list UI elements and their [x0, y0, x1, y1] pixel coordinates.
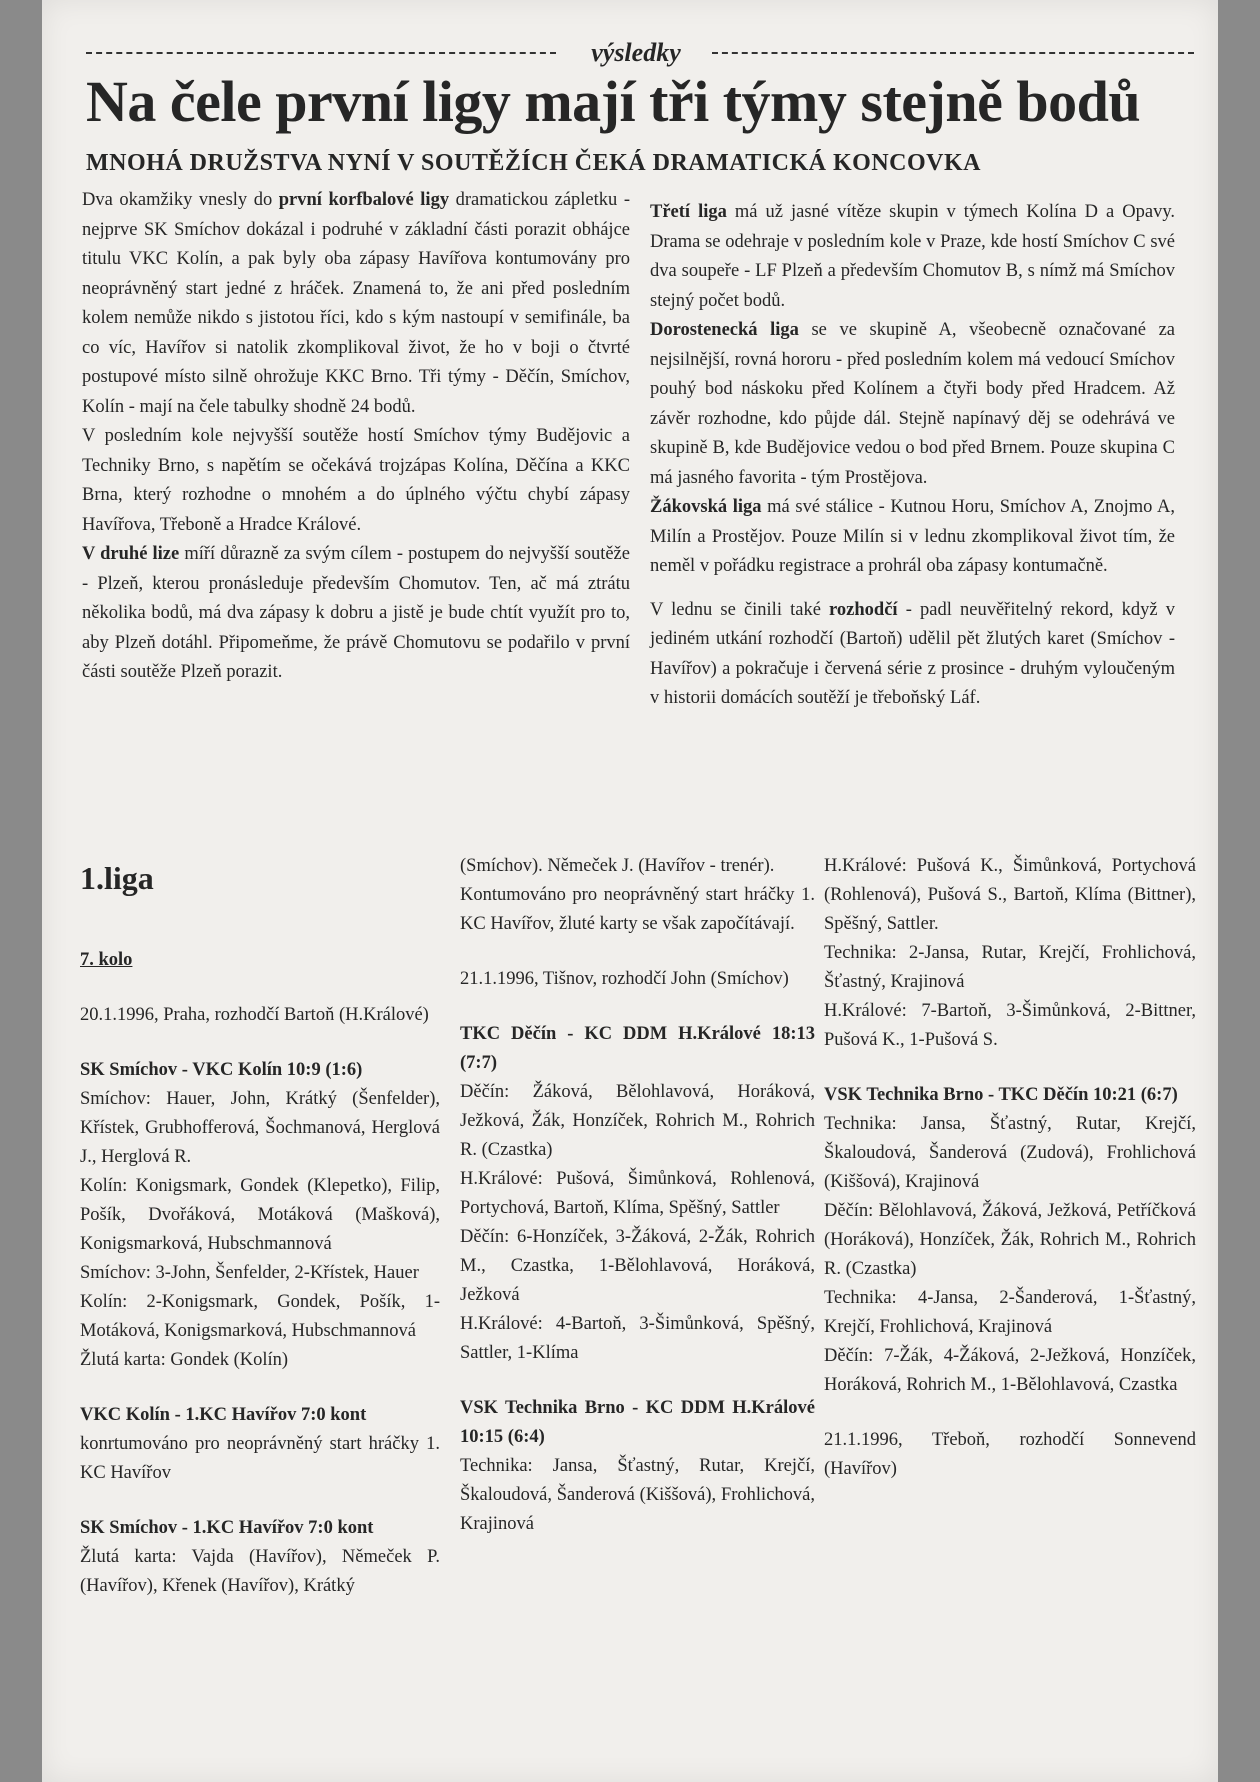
- text-run: má své stálice - Kutnou Horu, Smíchov A, Znojmo A, Milín a Prostějov. Pouze Milín si v lednu zkomplikoval život tím, že neměl v pořádku registrace a prohrál oba zápasy kontumačně.: [650, 497, 1175, 576]
- lineup-line: H.Králové: Pušová K., Šimůnková, Portychová (Rohlenová), Pušová S., Bartoň, Klíma (Bittner), Spěšný, Sattler.: [824, 856, 1196, 934]
- lineup-line: Technika: Jansa, Šťastný, Rutar, Krejčí, Škaloudová, Šanderová (Zudová), Frohlichová (Kiššová), Krajinová: [824, 1114, 1196, 1192]
- lineup-line: Děčín: Žáková, Bělohlavová, Horáková, Ježková, Žák, Honzíček, Rohrich M., Rohrich R. (Czastka): [460, 1082, 815, 1160]
- lineup-line: Děčín: Bělohlavová, Žáková, Ježková, Petříčková (Horáková), Honzíček, Žák, Rohrich M., Rohrich R. (Czastka): [824, 1201, 1196, 1279]
- lineup-line: Technika: Jansa, Šťastný, Rutar, Krejčí, Škaloudová, Šanderová (Kiššová), Frohlichová, Krajinová: [460, 1456, 815, 1534]
- scorers-line: Kolín: 2-Konigsmark, Gondek, Pošík, 1-Motáková, Konigsmarková, Hubschmannová: [80, 1292, 440, 1341]
- match-date: 20.1.1996, Praha, rozhodčí Bartoň (H.Králové): [80, 1005, 429, 1025]
- note-line: konrtumováno pro neoprávněný start hráčky 1. KC Havířov: [80, 1434, 440, 1483]
- match-title: TKC Děčín - KC DDM H.Králové 18:13 (7:7): [460, 1024, 815, 1073]
- dashed-rule-right: [712, 52, 1194, 54]
- intro-column-left: [82, 186, 630, 688]
- intro-paragraph: [650, 316, 1175, 493]
- intro-paragraph: [82, 186, 630, 422]
- scorers-line: H.Králové: 7-Bartoň, 3-Šimůnková, 2-Bittner, Pušová K., 1-Pušová S.: [824, 1001, 1196, 1050]
- card-line: (Smíchov). Němeček J. (Havířov - trenér).: [460, 856, 775, 876]
- note-line: Kontumováno pro neoprávněný start hráčky 1. KC Havířov, žluté karty se však započítávají.: [460, 885, 815, 934]
- match-title: SK Smíchov - VKC Kolín 10:9 (1:6): [80, 1060, 363, 1080]
- intro-paragraph: [82, 540, 630, 688]
- results-column-left: [80, 924, 440, 1601]
- scorers-line: Technika: 4-Jansa, 2-Šanderová, 1-Šťastný, Krejčí, Frohlichová, Krajinová: [824, 1288, 1196, 1337]
- intro-paragraph: [650, 596, 1175, 714]
- scorers-line: Smíchov: 3-John, Šenfelder, 2-Křístek, Hauer: [80, 1263, 419, 1283]
- lead-term: Třetí liga: [650, 202, 727, 222]
- match-title: VSK Technika Brno - TKC Děčín 10:21 (6:7): [824, 1085, 1178, 1105]
- subheadline: MNOHÁ DRUŽSTVA NYNÍ V SOUTĚŽÍCH ČEKÁ DRAMATICKÁ KONCOVKA: [86, 150, 981, 176]
- headline: Na čele první ligy mají tři týmy stejně bodů: [86, 69, 1141, 134]
- card-line: Žlutá karta: Vajda (Havířov), Němeček P. (Havířov), Křenek (Havířov), Krátký: [80, 1547, 440, 1596]
- league-title: 1.liga: [80, 860, 154, 896]
- text-run: V lednu se činili také: [650, 599, 830, 620]
- match-date: 21.1.1996, Tišnov, rozhodčí John (Smíchov): [460, 969, 789, 989]
- match-title: VKC Kolín - 1.KC Havířov 7:0 kont: [80, 1405, 367, 1425]
- lead-term: rozhodčí: [829, 599, 898, 620]
- match-title: SK Smíchov - 1.KC Havířov 7:0 kont: [80, 1518, 374, 1538]
- dashed-rule-left: [86, 52, 556, 54]
- newspaper-page: [42, 0, 1218, 1782]
- results-column-middle: [460, 852, 815, 1539]
- text-run: má už jasné vítěze skupin v týmech Kolína D a Opavy. Drama se odehraje v posledním kole v Praze, kde hostí Smíchov C své dva soupeře - LF Plzeň a především Chomutov B, s nímž má Smíchov stejný počet bodů.: [650, 202, 1175, 311]
- lead-term: Žákovská liga: [650, 497, 762, 517]
- results-column-right: [824, 852, 1196, 1484]
- section-header: [86, 38, 1194, 68]
- scorers-line: Děčín: 7-Žák, 4-Žáková, 2-Ježková, Honzíček, Horáková, Rohrich M., 1-Bělohlavová, Czastka: [824, 1346, 1196, 1395]
- lead-term: Dorostenecká liga: [650, 320, 799, 340]
- scorers-line: Děčín: 6-Honzíček, 3-Žáková, 2-Žák, Rohrich M., Czastka, 1-Bělohlavová, Horáková, Ježková: [460, 1227, 815, 1305]
- scorers-line: Technika: 2-Jansa, Rutar, Krejčí, Frohlichová, Šťastný, Krajinová: [824, 943, 1196, 992]
- text-run: - padl neuvěřitelný rekord, když v jediném utkání rozhodčí (Bartoň) udělil pět žlutých karet (Smíchov - Havířov) a pokračuje i červená série z prosince - druhým vyloučeným v historii domácích soutěží je třeboňský Láf.: [650, 599, 1175, 708]
- lineup-line: Smíchov: Hauer, John, Krátký (Šenfelder), Křístek, Grubhofferová, Šochmanová, Herglová J., Herglová R.: [80, 1089, 440, 1167]
- card-line: Žlutá karta: Gondek (Kolín): [80, 1350, 289, 1370]
- lineup-line: Kolín: Konigsmark, Gondek (Klepetko), Filip, Pošík, Dvořáková, Motáková (Mašková), Konigsmarková, Hubschmannová: [80, 1176, 440, 1254]
- scorers-line: H.Králové: 4-Bartoň, 3-Šimůnková, Spěšný, Sattler, 1-Klíma: [460, 1314, 815, 1363]
- text-run: dramatickou zápletku - nejprve SK Smíchov dokázal i podruhé v základní části porazit obhájce titulu VKC Kolín, a pak byly oba zápasy Havířova kontumovány pro neoprávněný start jedné z hráček. Znamená to, že ani před posledním kolem nemůže nikdo s jistotou říci, kdo s kým nastoupí v semifinále, ba co víc, Havířov si natolik zkomplikoval život, že ho v boji o čtvrté postupové místo silně ohrožuje KKC Brno. Tři týmy - Děčín, Smíchov, Kolín - mají na čele tabulky shodně 24 bodů.: [82, 190, 630, 417]
- match-date: 21.1.1996, Třeboň, rozhodčí Sonnevend (Havířov): [824, 1430, 1196, 1479]
- intro-column-right: [650, 198, 1175, 714]
- lead-term: V druhé lize: [82, 544, 180, 564]
- intro-paragraph: V posledním kole nejvyšší soutěže hostí Smíchov týmy Budějovic a Techniky Brno, s napětím se očekává trojzápas Kolína, Děčína a KKC Brna, který rozhodne o mnohém a do úplného výčtu chybí zápasy Havířova, Třeboně a Hradce Králové.: [82, 426, 630, 535]
- text-run: Dva okamžiky vnesly do: [82, 190, 279, 210]
- lineup-line: H.Králové: Pušová, Šimůnková, Rohlenová, Portychová, Bartoň, Klíma, Spěšný, Sattler: [460, 1169, 815, 1218]
- intro-paragraph: [650, 493, 1175, 582]
- text-run: míří důrazně za svým cílem - postupem do nejvyšší soutěže - Plzeň, kterou pronásleduje především Chomutov. Ten, ač má ztrátu několika bodů, má dva zápasy k dobru a jistě je bude chtít využít pro to, aby Plzeň dotáhl. Připomeňme, že právě Chomutovu se podařilo v první části soutěže Plzeň porazit.: [82, 544, 630, 682]
- section-tag: výsledky: [591, 38, 681, 67]
- text-run: se ve skupině A, všeobecně označované za nejsilnější, rovná hororu - před posledním kolem má vedoucí Smíchov pouhý bod náskoku před Kolínem a čtyři body před Hradcem. Až závěr rozhodne, kdo půjde dál. Stejně napínavý děj se odehrává ve skupině B, kde Budějovice vedou o bod před Brnem. Pouze skupina C má jasného favorita - tým Prostějova.: [650, 320, 1175, 488]
- lead-term: první korfbalové ligy: [278, 190, 450, 210]
- match-title: VSK Technika Brno - KC DDM H.Králové 10:15 (6:4): [460, 1398, 815, 1447]
- round-label: 7. kolo: [80, 950, 133, 970]
- intro-paragraph: [650, 198, 1175, 316]
